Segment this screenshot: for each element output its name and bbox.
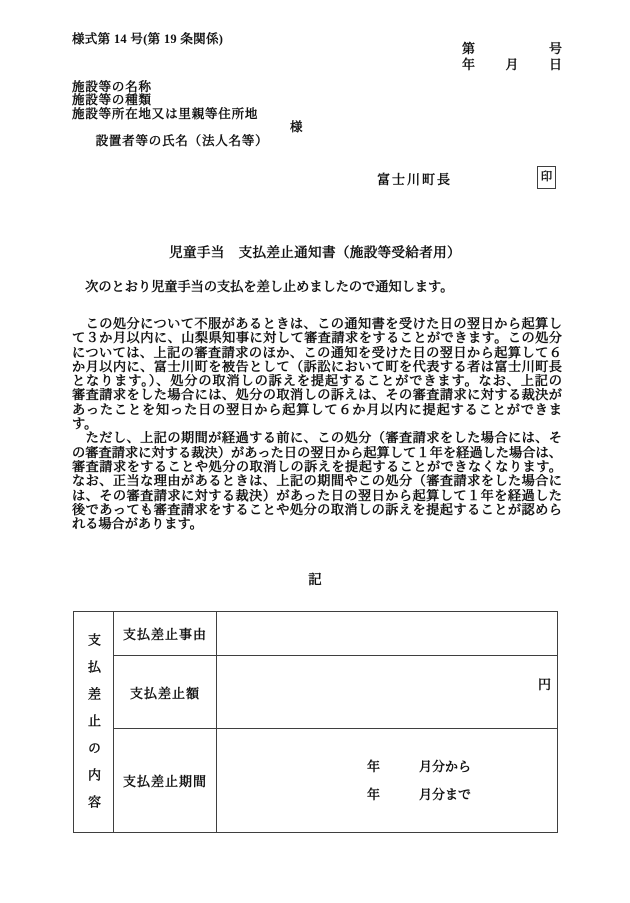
cell-amount-value bbox=[217, 656, 558, 729]
table-side-label-cell bbox=[74, 612, 114, 833]
doc-number-line bbox=[462, 41, 562, 57]
text-line: れる場合があります。 bbox=[72, 517, 203, 532]
body-text-block bbox=[72, 317, 562, 531]
table-row bbox=[74, 612, 558, 656]
text-line: 施設等の名称 bbox=[72, 80, 152, 94]
text-line: 施設等の種類 bbox=[72, 93, 152, 108]
cell-period-value bbox=[217, 729, 558, 833]
row-label-period: 支払差止期間 bbox=[114, 729, 217, 833]
recipient-name-line bbox=[72, 120, 304, 148]
text-line: については、上記の審査請求のほか、この通知を受けた日の翌日から起算して６ bbox=[72, 345, 562, 360]
period-to-line: 年 月分まで bbox=[367, 786, 472, 802]
intro-text: 次のとおり児童手当の支払を差し止めましたので通知します。 bbox=[72, 279, 454, 294]
text-line: となります。）、処分の取消しの訴えを提起することができます。なお、上記の bbox=[72, 374, 562, 389]
recipient-lines bbox=[72, 81, 268, 121]
table-side-label: 支払差止の内容 bbox=[86, 632, 101, 822]
text-line: の審査請求に対する裁決）があった日の翌日から起算して１年を経過した場合は、 bbox=[72, 445, 562, 460]
suspension-table bbox=[73, 611, 558, 833]
date-year-label: 年 bbox=[462, 57, 476, 72]
text-line: す。 bbox=[72, 417, 98, 432]
text-line: は、その審査請求に対する裁決）があった日の翌日から起算して１年を経過した bbox=[72, 488, 562, 503]
text-line: この処分について不服があるときは、この通知書を受けた日の翌日から起算し bbox=[72, 317, 562, 331]
amount-unit-label: 円 bbox=[537, 676, 551, 692]
text-line: か月以内に、富士川町を被告として（訴訟において町を代表する者は富士川町長 bbox=[72, 359, 562, 374]
doc-number-suffix: 号 bbox=[548, 41, 562, 56]
text-line: 施設等所在地又は里親等住所地 bbox=[72, 106, 259, 121]
text-line: 審査請求をすることや処分の取消しの訴えを提起することができなくなります。 bbox=[72, 459, 562, 474]
issuer-name: 富士川町長 bbox=[377, 172, 453, 187]
row-label-reason: 支払差止事由 bbox=[114, 612, 217, 656]
body-paragraph-2 bbox=[72, 431, 562, 531]
row-label-amount: 支払差止額 bbox=[114, 656, 217, 729]
text-line: 審査請求をした場合には、処分の取消しの訴えは、その審査請求に対する裁決が bbox=[72, 388, 562, 403]
cell-reason-value bbox=[217, 612, 558, 656]
seal-stamp: 印 bbox=[537, 166, 556, 189]
text-line: 後であっても審査請求をすることや処分の取消しの訴えを提起することが認めら bbox=[72, 502, 562, 517]
recipient-name-label: 設置者等の氏名（法人名等） bbox=[95, 133, 269, 148]
table-row bbox=[74, 656, 558, 729]
recipient-block bbox=[72, 80, 304, 148]
text-line: あったことを知った日の翌日から起算して６か月以内に提起することができま bbox=[72, 402, 562, 417]
text-line: ただし、上記の期間が経過する前に、この処分（審査請求をした場合には、そ bbox=[72, 431, 562, 446]
body-paragraph-1 bbox=[72, 317, 562, 431]
form-number: 様式第 14 号(第 19 条関係) bbox=[72, 32, 224, 46]
text-line: て３か月以内に、山梨県知事に対して審査請求をすることができます。この処分 bbox=[72, 331, 562, 346]
date-month-label: 月 bbox=[505, 57, 519, 72]
honorific-label: 様 bbox=[290, 120, 304, 135]
period-from-line: 年 月分から bbox=[367, 758, 472, 774]
table-row bbox=[74, 729, 558, 833]
document-title: 児童手当 支払差止通知書（施設等受給者用） bbox=[169, 245, 461, 260]
ki-label: 記 bbox=[308, 572, 322, 587]
date-line bbox=[462, 57, 562, 73]
doc-number-block bbox=[462, 41, 562, 73]
text-line: なお、正当な理由があるときは、上記の期間やこの処分（審査請求をした場合に bbox=[72, 474, 562, 489]
doc-number-prefix: 第 bbox=[462, 41, 476, 56]
date-day-label: 日 bbox=[548, 57, 562, 72]
